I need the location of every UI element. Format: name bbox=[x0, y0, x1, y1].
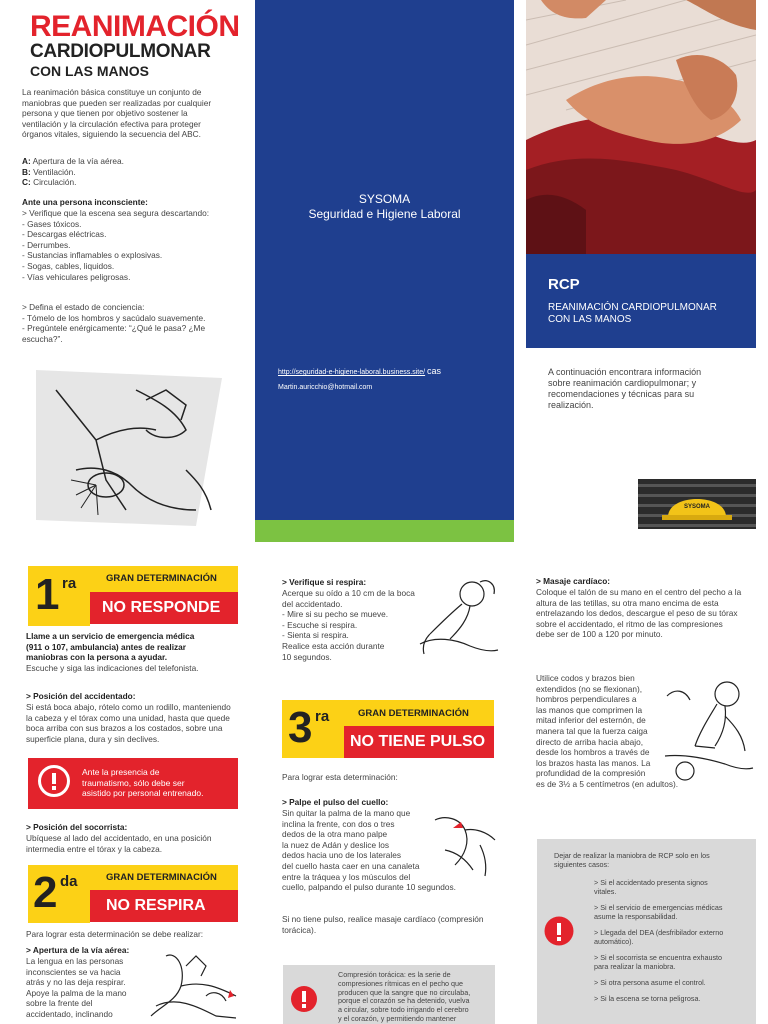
compression-note-line: porque el corazón se ha detenido, vuelva bbox=[338, 996, 470, 1006]
det2-air-line: La lengua en las personas bbox=[26, 956, 124, 966]
compression-note-line: compresiones rítmicas en el pecho que bbox=[338, 978, 464, 988]
unconscious-line: - Vías vehiculares peligrosas. bbox=[22, 271, 131, 282]
massage-line: debe ser de 100 a 120 por minuto. bbox=[536, 629, 663, 640]
elbows-line: es de 3½ a 5 centímetros (en adultos). bbox=[536, 778, 679, 789]
conscious-line: > Defina el estado de conciencia: bbox=[22, 302, 145, 312]
det2-air-line: atrás y no las deja respirar. bbox=[26, 977, 126, 988]
det1-res-text bbox=[26, 833, 211, 854]
det3-pulse-line: dedos de la otra mano palpe bbox=[282, 829, 388, 840]
stop-item-line: asume la responsabilidad. bbox=[594, 912, 678, 921]
website-link[interactable]: http://seguridad-e-higiene-laboral.business.site/ bbox=[278, 369, 426, 376]
intro-line: órganos vitales, siguiendo la secuencia del ABC. bbox=[22, 129, 201, 140]
stop-item-line: automático). bbox=[594, 937, 634, 946]
det3-red-box bbox=[344, 726, 494, 758]
det1-number-box: 1 ra bbox=[28, 566, 90, 626]
elbows-line: profundidad de la compresión bbox=[536, 768, 646, 779]
massage-title: > Masaje cardíaco: bbox=[536, 576, 611, 586]
stop-title-line: siguientes casos: bbox=[554, 860, 610, 869]
pulse-check-illustration bbox=[425, 810, 501, 880]
elbows-line: hombros perpendiculares a bbox=[536, 694, 637, 705]
massage-line: altura de las tetillas, su otra mano encima de esta bbox=[536, 597, 719, 608]
verify-text bbox=[282, 588, 415, 662]
det1-red-box bbox=[90, 592, 238, 624]
stop-item-line: vitales. bbox=[594, 887, 617, 896]
stop-item bbox=[594, 994, 723, 1003]
det1-follow: Escuche y siga las indicaciones del telefonista. bbox=[26, 663, 199, 673]
stop-item-line: > Si el socorrista se encuentra exhausto bbox=[594, 953, 723, 962]
elbows-line: las manos que comprimen la bbox=[536, 704, 643, 715]
unconscious-line: - Sogas, cables, liquidos. bbox=[22, 260, 115, 271]
det2-air-title: > Apertura de la vía aérea: bbox=[26, 945, 130, 955]
abc-list bbox=[22, 156, 124, 188]
rcp-subtitle: REANIMACIÓN CARDIOPULMONAR CON LAS MANOS bbox=[548, 302, 717, 325]
unconscious-line: - Sustancias inflamables o explosivas. bbox=[22, 250, 163, 261]
det3-no-pulse-text bbox=[282, 914, 484, 935]
det1-pos-line: superficie plana, dura y sin declives. bbox=[26, 733, 160, 744]
det1-pos-line: boca arriba con sus brazos a los costados, sobre una bbox=[26, 723, 223, 734]
det3-pulse-line: inclina la frente, con dos o tres bbox=[282, 818, 395, 829]
massage-text bbox=[536, 587, 741, 640]
stop-item-line: > Si otra persona asume el control. bbox=[594, 978, 706, 987]
massage-line: entrelazando los dedos, descargue el peso de su tórax bbox=[536, 608, 738, 619]
det3-pulse-line: cuello, palpando el pulso durante 10 segundos. bbox=[282, 882, 456, 893]
rcp-description-line: sobre reanimación cardiopulmonar; y bbox=[548, 378, 697, 388]
det3-intro: Para lograr esta determinación: bbox=[282, 772, 398, 782]
url-suffix: cas bbox=[427, 366, 442, 376]
intro-line: La reanimación básica constituye un conjunto de bbox=[22, 87, 202, 97]
stop-item bbox=[594, 928, 723, 946]
abc-c: C: Circulación. bbox=[22, 177, 77, 188]
compression-note-text bbox=[338, 971, 470, 1023]
warning-icon bbox=[38, 765, 70, 797]
det3-pulse-line: entre la tráquea y los músculos del bbox=[282, 871, 411, 882]
verify-line: 10 segundos. bbox=[282, 651, 332, 662]
verify-line: del accidentado. bbox=[282, 598, 343, 609]
rcp-description-line: A continuación encontrara información bbox=[548, 367, 702, 377]
stop-item bbox=[594, 903, 723, 921]
verify-line: - Escuche si respira. bbox=[282, 619, 358, 630]
conscious-line: - Tómelo de los hombros y sacúdalo suavemente. bbox=[22, 312, 206, 323]
det2-air-line: accidentado, inclinando bbox=[26, 1008, 113, 1019]
unconscious-title: Ante una persona inconsciente: bbox=[22, 197, 148, 207]
stop-item-line: > Llegada del DEA (desfribilador externo bbox=[594, 928, 724, 937]
stop-item-line: > Si el servicio de emergencias médicas bbox=[594, 903, 723, 912]
sysoma-logo-image bbox=[638, 479, 756, 529]
det3-label: NO TIENE PULSO bbox=[350, 733, 486, 750]
massage-line: Coloque el talón de su mano en el centro del pecho a la bbox=[536, 587, 742, 597]
det2-air-line: sobre la frente del bbox=[26, 998, 93, 1009]
massage-line: sobre el accidentado, el ritmo de las compresiones bbox=[536, 618, 723, 629]
det2-air-line: inconscientes se va hacia bbox=[26, 966, 121, 977]
compression-note-line: Compresión torácica: es la serie de bbox=[338, 971, 451, 979]
cpr-hands-photo bbox=[526, 0, 756, 254]
title-reanimacion: REANIMACIÓN bbox=[30, 10, 240, 43]
unconscious-line: - Derrumbes. bbox=[22, 239, 71, 250]
det3-number-box: 3 ra bbox=[282, 700, 344, 758]
stop-title-line: Dejar de realizar la maniobra de RCP solo en los bbox=[554, 851, 710, 860]
stop-item bbox=[594, 978, 723, 987]
intro-paragraph bbox=[22, 87, 211, 140]
rcp-description-line: realización. bbox=[548, 400, 594, 410]
det3-pulse-line: dedos hacia uno de los laterales bbox=[282, 850, 402, 861]
det3-no-pulse-line: Si no tiene pulso, realice masaje cardíaco (compresión bbox=[282, 914, 484, 924]
compression-note-line: producen que la sangre que no circulaba, bbox=[338, 987, 471, 997]
url-line bbox=[278, 366, 441, 376]
stop-item-line: para realizar la maniobra. bbox=[594, 962, 676, 971]
det2-air-line: Apoye la palma de la mano bbox=[26, 987, 127, 998]
title-cardiopulmonar: CARDIOPULMONAR bbox=[30, 41, 211, 62]
verify-line: - Mire si su pecho se mueve. bbox=[282, 609, 389, 620]
det1-warning-line: Ante la presencia de bbox=[82, 767, 160, 777]
rcp-title: RCP bbox=[548, 276, 580, 293]
abc-a: A: Apertura de la vía aérea. bbox=[22, 156, 124, 166]
abc-b: B: Ventilación. bbox=[22, 166, 76, 177]
org-block bbox=[255, 192, 514, 222]
det1-res-line: intermedia entre el tórax y la cabeza. bbox=[26, 843, 163, 854]
chest-compression-illustration bbox=[655, 676, 755, 784]
det1-call-line: maniobras con la persona a ayudar. bbox=[26, 652, 168, 663]
det1-call-emergency bbox=[26, 631, 194, 663]
shaking-victim-illustration bbox=[36, 370, 222, 526]
rcp-description bbox=[548, 367, 701, 411]
det1-warning-text bbox=[82, 767, 203, 799]
elbows-line: manera tal que la fuerza caiga bbox=[536, 725, 648, 736]
det2-air-text bbox=[26, 956, 127, 1020]
elbows-line: extendidos (no se flexionan), bbox=[536, 683, 643, 694]
elbows-line: directo de arriba hacia abajo, bbox=[536, 736, 644, 747]
det2-gd-label: GRAN DETERMINACIÓN bbox=[106, 872, 217, 883]
stop-warning-icon bbox=[544, 916, 574, 946]
elbows-line: los brazos hasta las manos. La bbox=[536, 757, 651, 768]
det3-gd-label: GRAN DETERMINACIÓN bbox=[358, 708, 469, 719]
conscious-line: escucha?”. bbox=[22, 333, 63, 344]
unconscious-list bbox=[22, 208, 209, 282]
unconscious-line: - Descargas eléctricas. bbox=[22, 229, 107, 240]
intro-line: ventilación y la circulación efectiva para proteger bbox=[22, 118, 201, 129]
org-name: SYSOMA bbox=[358, 192, 411, 206]
det1-label: NO RESPONDE bbox=[102, 599, 221, 616]
det1-res-line: Ubíquese al lado del accidentado, en una posición bbox=[26, 833, 212, 843]
verify-line: - Sienta si respira. bbox=[282, 630, 349, 641]
airway-illustration bbox=[146, 946, 242, 1024]
det2-label: NO RESPIRA bbox=[106, 897, 206, 914]
rcp-description-line: recomendaciones y técnicas para su bbox=[548, 389, 695, 399]
elbows-line: mitad inferior del esternón, de bbox=[536, 715, 646, 726]
unconscious-line: > Verifique que la escena sea segura descartando: bbox=[22, 208, 210, 218]
elbows-line: Utilice codos y brazos bien bbox=[536, 673, 635, 683]
det2-intro: Para lograr esta determinación se debe realizar: bbox=[26, 929, 204, 939]
det1-gd-label: GRAN DETERMINACIÓN bbox=[106, 573, 217, 584]
det3-no-pulse-line: torácica). bbox=[282, 924, 317, 935]
det2-red-box bbox=[90, 890, 238, 922]
det1-call-line: (911 o 107, ambulancia) antes de realizar bbox=[26, 641, 187, 652]
green-strip bbox=[255, 520, 514, 542]
det1-warning-line: asistido por personal entrenado. bbox=[82, 788, 204, 798]
det2-number-box: 2 da bbox=[28, 865, 90, 923]
det1-pos-line: la cabeza y el tórax como una unidad, hasta que quede bbox=[26, 712, 230, 723]
det1-warning-line: traumatismo, sólo debe ser bbox=[82, 777, 185, 788]
elbows-line: desde los hombros a través de bbox=[536, 747, 650, 758]
det1-pos-title: > Posición del accidentado: bbox=[26, 691, 136, 701]
det1-pos-line: Si está boca abajo, rótelo como un rodillo, manteniendo bbox=[26, 702, 231, 712]
det3-pulse-line: del cuello hasta caer en una canaleta bbox=[282, 860, 420, 871]
compression-note-line: y el corazón, y permitiendo mantener bbox=[338, 1013, 457, 1023]
conscious-list bbox=[22, 302, 205, 344]
rcp-title-box bbox=[526, 254, 756, 348]
svg-text:SYSOMA: SYSOMA bbox=[683, 504, 711, 510]
stop-item-line: > Si el accidentado presenta signos bbox=[594, 878, 708, 887]
stop-cpr-title bbox=[554, 851, 710, 869]
stop-item bbox=[594, 953, 723, 971]
verify-line: Acerque su oído a 10 cm de la boca bbox=[282, 588, 415, 598]
org-subtitle: Seguridad e Higiene Laboral bbox=[308, 207, 461, 221]
unconscious-line: - Gases tóxicos. bbox=[22, 218, 82, 229]
compression-warning-icon bbox=[288, 983, 320, 1015]
verify-line: Realice esta acción durante bbox=[282, 640, 385, 651]
det3-pulse-line: Sin quitar la palma de la mano que bbox=[282, 808, 411, 818]
title-con-las-manos: CON LAS MANOS bbox=[30, 63, 149, 79]
intro-line: maniobras que pueden ser realizadas por cualquier bbox=[22, 97, 212, 108]
stop-item bbox=[594, 878, 723, 896]
breathing-check-illustration bbox=[410, 574, 500, 664]
intro-line: persona y que tienen por objetivo sostener la bbox=[22, 108, 188, 119]
stop-cpr-list bbox=[594, 878, 723, 1010]
compression-note-line: a circular, sobre todo irrigando el cerebro bbox=[338, 1005, 469, 1015]
verify-title: > Verifique si respira: bbox=[282, 577, 367, 587]
conscious-line: - Pregúntele enérgicamente: “¿Qué le pasa? ¿Me bbox=[22, 323, 206, 334]
det3-pulse-title: > Palpe el pulso del cuello: bbox=[282, 797, 389, 807]
det3-pulse-line: la nuez de Adán y deslice los bbox=[282, 839, 390, 850]
det1-res-title: > Posición del socorrista: bbox=[26, 822, 128, 832]
email-link[interactable]: Martin.auricchio@hotmail.com bbox=[278, 384, 373, 391]
stop-item-line: > Si la escena se torna peligrosa. bbox=[594, 994, 701, 1003]
blue-panel bbox=[255, 0, 514, 520]
det1-pos-text bbox=[26, 702, 231, 744]
det1-call-line: Llame a un servicio de emergencia médica bbox=[26, 631, 195, 641]
